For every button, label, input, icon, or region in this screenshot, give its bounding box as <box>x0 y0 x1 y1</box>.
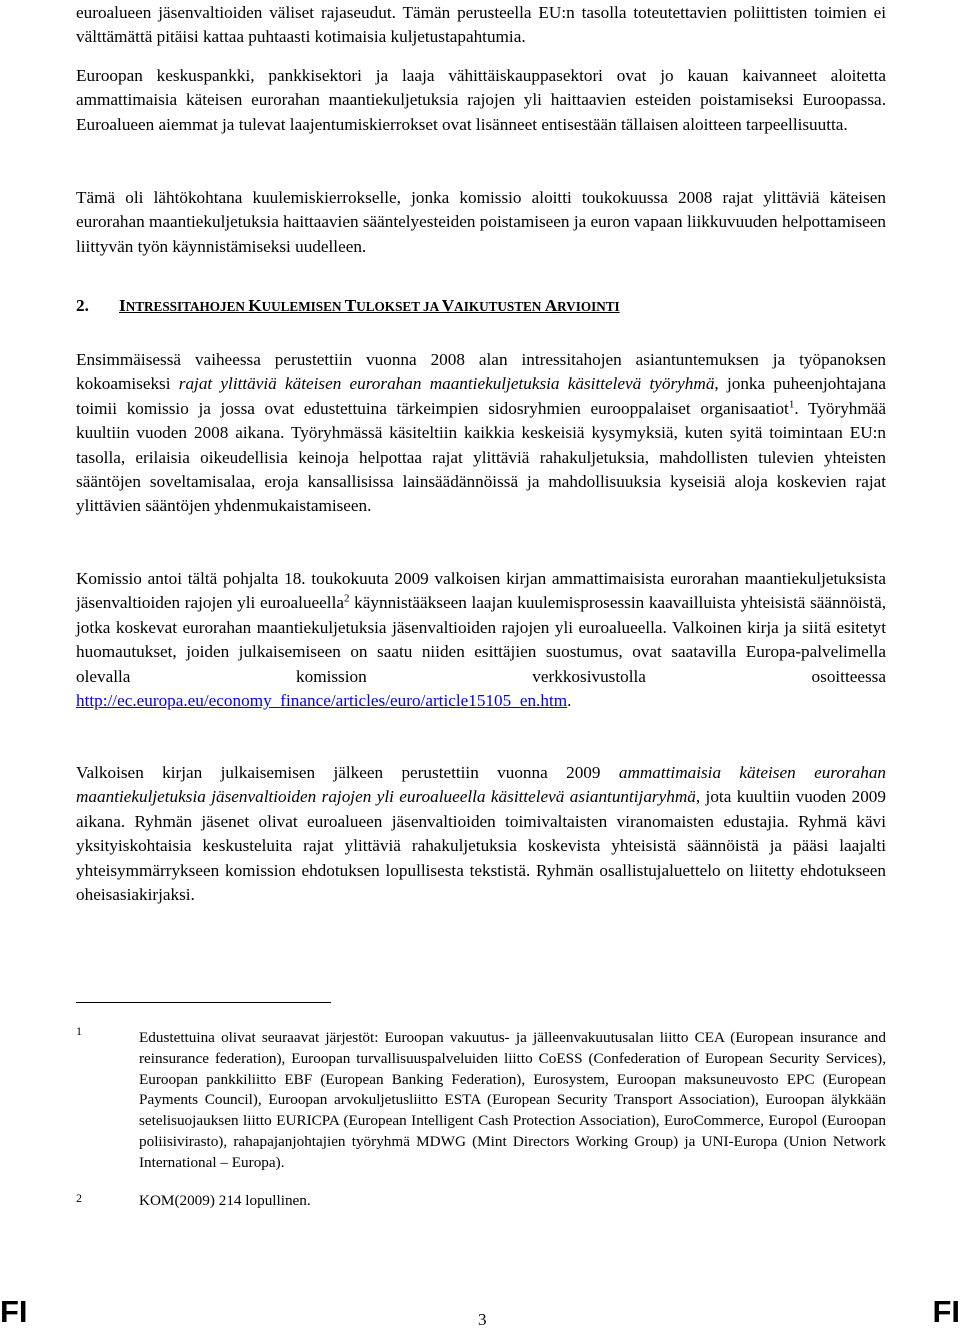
paragraph-expert-group: Valkoisen kirjan julkaisemisen jälkeen perustettiin vuonna 2009 ammattimaisia käteisen eurorahan maantiekuljetuksia jäsenvaltioiden rajojen yli euroalueella käsittelevä asiantuntijaryhmä, jota kuultiin vuoden 2009 aikana. Ryhmän jäsenet olivat euroalueen jäsenvaltioiden toimivaltaisten viranomaisten edustajia. Ryhmä kävi yksityiskohtaisia keskusteluita rajat ylittäviä rahakuljetuksia koskevista yhteisistä säännöistä ja pääsi laajalti yhteisymmärrykseen komission ehdotuksen lopullisesta tekstistä. Ryhmän osallistujaluettelo on liitetty ehdotukseen oheisasiakirjaksi. <box>76 763 887 905</box>
section-title: INTRESSITAHOJEN KUULEMISEN TULOKSET JA VAIKUTUSTEN ARVIOINTI <box>119 296 620 315</box>
expert-group-name: ammattimaisia käteisen eurorahan maantiekuljetuksia jäsenvaltioiden rajojen yli euroalueella käsittelevä asiantuntijaryhmä <box>76 763 887 807</box>
footnote-ref-2[interactable]: 2 <box>343 592 350 605</box>
paragraph-ecb-initiative: Euroopan keskuspankki, pankkisektori ja laaja vähittäiskauppasektori ovat jo kauan kaivanneet aloitetta ammattimaisia käteisen eurorahan maantiekuljetuksia rajojen yli haittaavien esteiden poistamiseksi Euroopassa. Euroalueen aiemmat ja tulevat laajentumiskierrokset ovat lisänneet entisestään tällaisen aloitteen tarpeellisuutta. <box>76 66 886 134</box>
paragraph-consultation-start: Tämä oli lähtökohtana kuulemiskierrokselle, jonka komissio aloitti toukokuussa 2008 rajat ylittäviä käteisen eurorahan maantiekuljetuksia haittaavien sääntelyesteiden poistamiseen ja euron vapaan liikkuvuuden helpottamiseen liittyvän työn käynnistämiseksi uudelleen. <box>76 188 886 256</box>
footnote-separator <box>76 1002 331 1003</box>
footnote-1-mark: 1 <box>76 1024 82 1038</box>
section-number: 2. <box>76 296 89 315</box>
footer-language-left: FI <box>0 1294 28 1329</box>
document-page <box>76 0 886 1330</box>
page-number: 3 <box>478 1310 487 1329</box>
working-group-name: rajat ylittäviä käteisen eurorahan maantiekuljetuksia käsittelevä työryhmä <box>178 374 715 394</box>
paragraph-working-group: Ensimmäisessä vaiheessa perustettiin vuonna 2008 alan intressitahojen asiantuntemuksen ja työpanoksen kokoamiseksi rajat ylittäviä käteisen eurorahan maantiekuljetuksia käsittelevä työryhmä, jonka puheenjohtajana toimii komissio ja jossa ovat edustettuina tärkeimpien sidosryhmien eurooppalaiset organisaatiot$^1$. Työryhmää kuultiin vuoden 2008 aikana. Työryhmässä käsiteltiin kaikkia keskeisiä kysymyksiä, kuten syitä toimintaan EU:n tasolla, erilaisia oikeudellisia keinoja helpottaa rajat ylittäviä rahakuljetuksia, mahdollisten tulevien yhteisten sääntöjen soveltamisalaa, eroja kansallisissa lainsäädännöissä ja mahdollisuuksia kyseisiä aloja koskevien rajat ylittävien sääntöjen yhdenmukaistamiseen. <box>76 350 887 516</box>
section-heading <box>76 294 886 319</box>
paragraph-white-paper: Komissio antoi tältä pohjalta 18. toukokuuta 2009 valkoisen kirjan ammattimaisista eurorahan maantiekuljetuksista jäsenvaltioiden rajojen yli euroalueella$^2$ käynnistääkseen laajan kuulemisprosessin kaavailluista yhteisistä säännöistä, jotka koskevat eurorahan maantiekuljetuksia jäsenvaltioiden rajojen yli euroalueella. Valkoinen kirja ja siitä esitetyt huomautukset, joiden julkaisemiseen on saatu niiden esittäjien suostumus, ovat saatavilla Europa-palvelimella olevalla komission verkkosivustolla osoitteessa http://ec.europa.eu/economy_finance/articles/euro/article15105_en.htm. <box>76 569 886 711</box>
footnote-2-text: KOM(2009) 214 lopullinen. <box>139 1192 311 1209</box>
footnote-ref-1[interactable]: 1 <box>788 398 795 411</box>
intro-continuation-paragraph: euroalueen jäsenvaltioiden väliset rajaseudut. Tämän perusteella EU:n tasolla toteutettavien poliittisten toimien ei välttämättä pitäisi kattaa puhtaasti kotimaisia kuljetustapahtumia. <box>76 3 886 47</box>
footnote-1-text: Edustettuina olivat seuraavat järjestöt: Euroopan vakuutus- ja jälleenvakuutusalan liitto CEA (European insurance and reinsurance federation), Euroopan turvallisuuspalveluiden liitto CoESS (Confederation of European Security Services), Euroopan pankkiliitto EBF (European Banking Federation), Eurosystem, Euroopan maksuneuvosto EPC (European Payments Council), Euroopan arvokuljetusliitto ESTA (European Security Transport Association), Euroopan älykkään setelisuojauksen liitto EURICPA (European Intelligent Cash Protection Association), EuroCommerce, Europol (Euroopan poliisivirasto), rahapajanjohtajien työryhmä MDWG (Mint Directors Working Group) ja UNI-Europa (Union Network International – Europa). <box>139 1029 886 1171</box>
white-paper-link[interactable]: http://ec.europa.eu/economy_finance/articles/euro/article15105_en.htm <box>76 691 568 711</box>
footer-language-right: FI <box>932 1294 960 1329</box>
footnote-2-mark: 2 <box>76 1191 82 1205</box>
